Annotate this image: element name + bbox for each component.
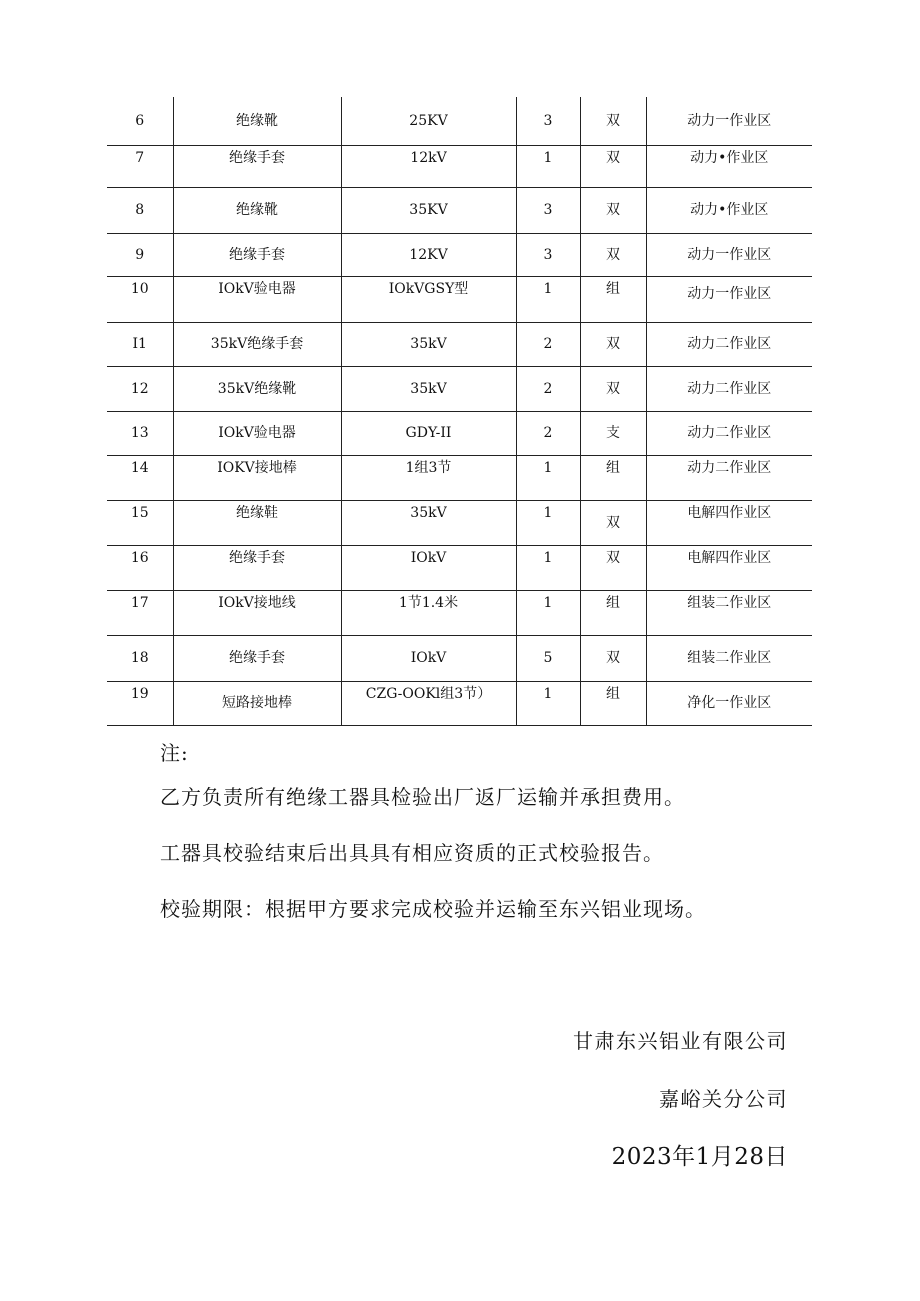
item-quantity: 1 — [516, 500, 580, 545]
item-unit: 双 — [580, 233, 646, 276]
item-quantity: 2 — [516, 322, 580, 366]
equipment-table — [107, 97, 812, 726]
row-number: 7 — [107, 145, 173, 187]
item-unit: 双 — [580, 145, 646, 187]
item-quantity: 1 — [516, 681, 580, 725]
table-row — [107, 455, 812, 500]
note-transport: 乙方负责所有绝缘工器具检验出厂返厂运输并承担费用。 — [160, 785, 685, 809]
row-number: 15 — [107, 500, 173, 545]
row-number: 10 — [107, 276, 173, 322]
item-area: 动力二作业区 — [646, 455, 812, 500]
row-number: I1 — [107, 322, 173, 366]
branch-name: 嘉峪关分公司 — [659, 1087, 788, 1111]
item-spec: IOkV — [341, 545, 516, 590]
item-name: IOkV验电器 — [173, 276, 341, 322]
item-area: 动力•作业区 — [646, 187, 812, 233]
item-unit: 组 — [580, 276, 646, 322]
item-name: 绝缘手套 — [173, 635, 341, 681]
table-row — [107, 500, 812, 545]
notes-section — [160, 736, 800, 948]
item-spec: IOkV — [341, 635, 516, 681]
row-number: 6 — [107, 97, 173, 145]
note-deadline: 校验期限：根据甲方要求完成校验并运输至东兴铝业现场。 — [160, 897, 706, 921]
item-quantity: 2 — [516, 411, 580, 455]
row-number: 19 — [107, 681, 173, 725]
item-name: 绝缘靴 — [173, 187, 341, 233]
table-row — [107, 590, 812, 635]
item-quantity: 3 — [516, 233, 580, 276]
item-quantity: 1 — [516, 590, 580, 635]
item-area: 动力•作业区 — [646, 145, 812, 187]
item-spec: 35kV — [341, 500, 516, 545]
item-area: 电解四作业区 — [646, 545, 812, 590]
item-name: 绝缘鞋 — [173, 500, 341, 545]
item-unit: 双 — [580, 500, 646, 545]
notes-heading: 注: — [160, 741, 189, 765]
item-area: 净化一作业区 — [646, 681, 812, 725]
item-name: 绝缘手套 — [173, 145, 341, 187]
item-spec: IOkVGSY型 — [341, 276, 516, 322]
item-area: 电解四作业区 — [646, 500, 812, 545]
item-quantity: 1 — [516, 145, 580, 187]
item-unit: 双 — [580, 545, 646, 590]
item-area: 动力一作业区 — [646, 233, 812, 276]
item-unit: 组 — [580, 590, 646, 635]
item-area: 动力二作业区 — [646, 366, 812, 411]
item-area: 动力一作业区 — [646, 97, 812, 145]
item-unit: 组 — [580, 681, 646, 725]
table-row — [107, 276, 812, 322]
table-row — [107, 411, 812, 455]
item-unit: 双 — [580, 635, 646, 681]
item-quantity: 5 — [516, 635, 580, 681]
item-quantity: 3 — [516, 97, 580, 145]
item-name: 绝缘手套 — [173, 233, 341, 276]
item-unit: 双 — [580, 366, 646, 411]
item-name: 短路接地棒 — [173, 681, 341, 725]
item-unit: 支 — [580, 411, 646, 455]
item-spec: GDY-II — [341, 411, 516, 455]
row-number: 13 — [107, 411, 173, 455]
company-name: 甘肃东兴铝业有限公司 — [573, 1029, 788, 1053]
item-unit: 双 — [580, 187, 646, 233]
item-unit: 组 — [580, 455, 646, 500]
item-spec: 25KV — [341, 97, 516, 145]
item-name: 绝缘手套 — [173, 545, 341, 590]
table-row — [107, 322, 812, 366]
row-number: 16 — [107, 545, 173, 590]
item-area: 组装二作业区 — [646, 635, 812, 681]
row-number: 9 — [107, 233, 173, 276]
item-spec: 12KV — [341, 233, 516, 276]
item-name: 35kV绝缘靴 — [173, 366, 341, 411]
table-row — [107, 545, 812, 590]
item-spec: 35kV — [341, 366, 516, 411]
item-quantity: 1 — [516, 455, 580, 500]
row-number: 18 — [107, 635, 173, 681]
item-area: 动力一作业区 — [646, 276, 812, 322]
item-area: 动力二作业区 — [646, 322, 812, 366]
item-spec: 1组3节 — [341, 455, 516, 500]
item-quantity: 1 — [516, 276, 580, 322]
item-spec: CZG-OOKl组3节） — [341, 681, 516, 725]
item-area: 组装二作业区 — [646, 590, 812, 635]
item-unit: 双 — [580, 97, 646, 145]
table-row — [107, 187, 812, 233]
item-name: IOkV验电器 — [173, 411, 341, 455]
table-row — [107, 366, 812, 411]
table-row — [107, 145, 812, 187]
table-row — [107, 97, 812, 145]
item-name: IOkV接地线 — [173, 590, 341, 635]
item-spec: 35KV — [341, 187, 516, 233]
table-row — [107, 635, 812, 681]
item-quantity: 2 — [516, 366, 580, 411]
item-unit: 双 — [580, 322, 646, 366]
item-spec: 12kV — [341, 145, 516, 187]
signature-date: 2023年1月28日 — [611, 1144, 788, 1170]
table-row — [107, 681, 812, 725]
row-number: 8 — [107, 187, 173, 233]
item-quantity: 1 — [516, 545, 580, 590]
item-name: 绝缘靴 — [173, 97, 341, 145]
item-name: IOKV接地棒 — [173, 455, 341, 500]
item-quantity: 3 — [516, 187, 580, 233]
row-number: 17 — [107, 590, 173, 635]
row-number: 12 — [107, 366, 173, 411]
table-row — [107, 233, 812, 276]
item-name: 35kV绝缘手套 — [173, 322, 341, 366]
note-report: 工器具校验结束后出具具有相应资质的正式校验报告。 — [160, 841, 664, 865]
item-area: 动力二作业区 — [646, 411, 812, 455]
item-spec: 1节1.4米 — [341, 590, 516, 635]
item-spec: 35kV — [341, 322, 516, 366]
row-number: 14 — [107, 455, 173, 500]
signature-block — [573, 1024, 788, 1198]
